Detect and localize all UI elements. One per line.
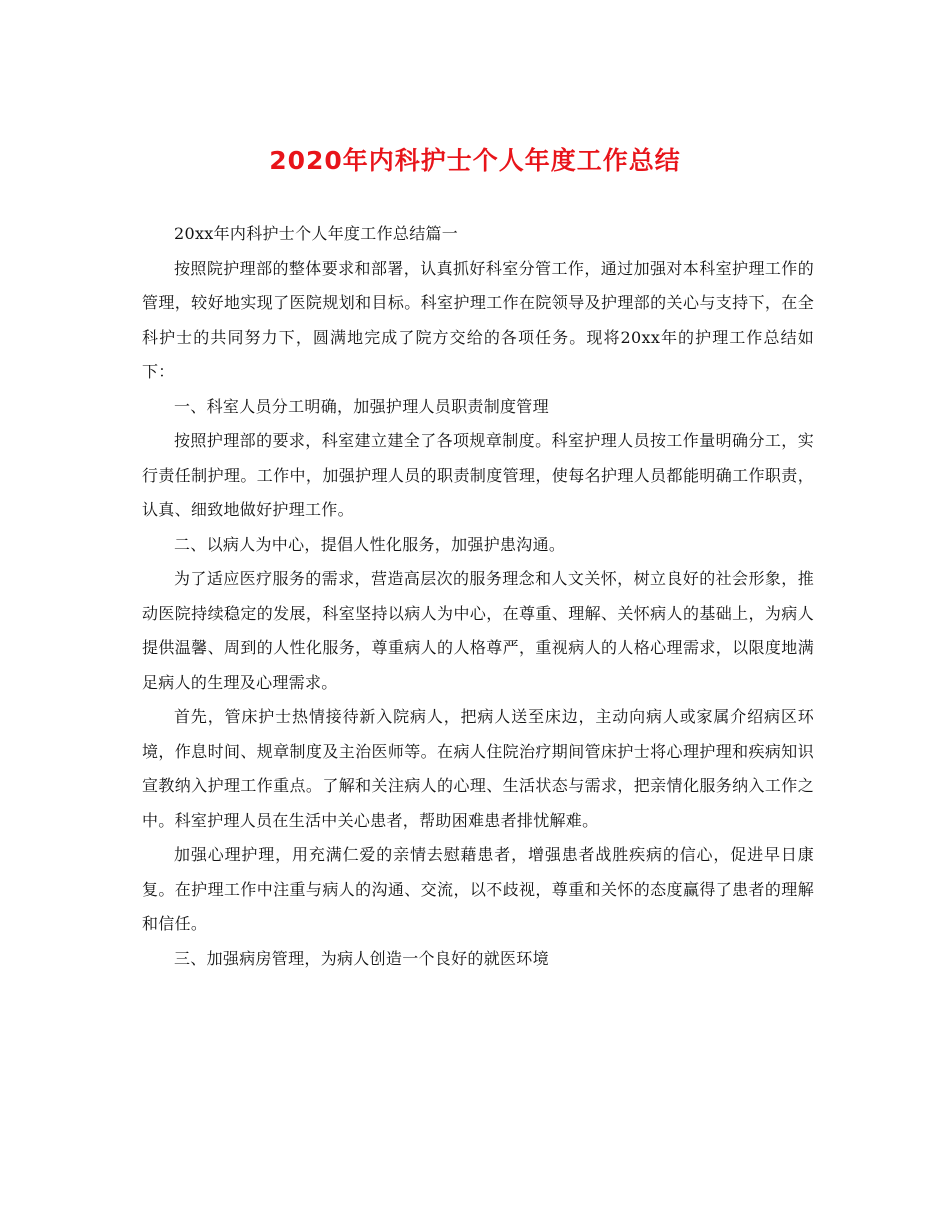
paragraph-1: 按照护理部的要求，科室建立建全了各项规章制度。科室护理人员按工作量明确分工，实行责任制护理。工作中，加强护理人员的职责制度管理，使每名护理人员都能明确工作职责，认真、细致地做好护理工作。 <box>142 431 814 519</box>
document-title: 2020年内科护士个人年度工作总结 <box>269 146 681 175</box>
paragraph-2: 为了适应医疗服务的需求，营造高层次的服务理念和人文关怀，树立良好的社会形象，推动医院持续稳定的发展，科室坚持以病人为中心，在尊重、理解、关怀病人的基础上，为病人提供温馨、周到的人性化服务，尊重病人的人格尊严，重视病人的人格心理需求，以限度地满足病人的生理及心理需求。 <box>142 569 814 692</box>
section-heading-3: 三、加强病房管理，为病人创造一个良好的就医环境 <box>174 948 549 968</box>
paragraph-4: 加强心理护理，用充满仁爱的亲情去慰藉患者，增强患者战胜疾病的信心，促进早日康复。在护理工作中注重与病人的沟通、交流，以不歧视，尊重和关怀的态度赢得了患者的理解和信任。 <box>142 845 814 933</box>
section-subtitle: 20xx年内科护士个人年度工作总结篇一 <box>174 224 459 243</box>
section-heading-2: 二、以病人为中心，提倡人性化服务，加强护患沟通。 <box>174 534 566 554</box>
paragraph-intro: 按照院护理部的整体要求和部署，认真抓好科室分管工作，通过加强对本科室护理工作的管理，较好地实现了医院规划和目标。科室护理工作在院领导及护理部的关心与支持下，在全科护士的共同努力下，圆满地完成了院方交给的各项任务。现将20xx年的护理工作总结如下： <box>142 258 814 381</box>
document-body <box>142 217 814 976</box>
paragraph-3: 首先，管床护士热情接待新入院病人，把病人送至床边，主动向病人或家属介绍病区环境，作息时间、规章制度及主治医师等。在病人住院治疗期间管床护士将心理护理和疾病知识宣教纳入护理工作重点。了解和关注病人的心理、生活状态与需求，把亲情化服务纳入工作之中。科室护理人员在生活中关心患者，帮助困难患者排忧解难。 <box>142 707 814 830</box>
section-heading-1: 一、科室人员分工明确，加强护理人员职责制度管理 <box>174 396 549 416</box>
